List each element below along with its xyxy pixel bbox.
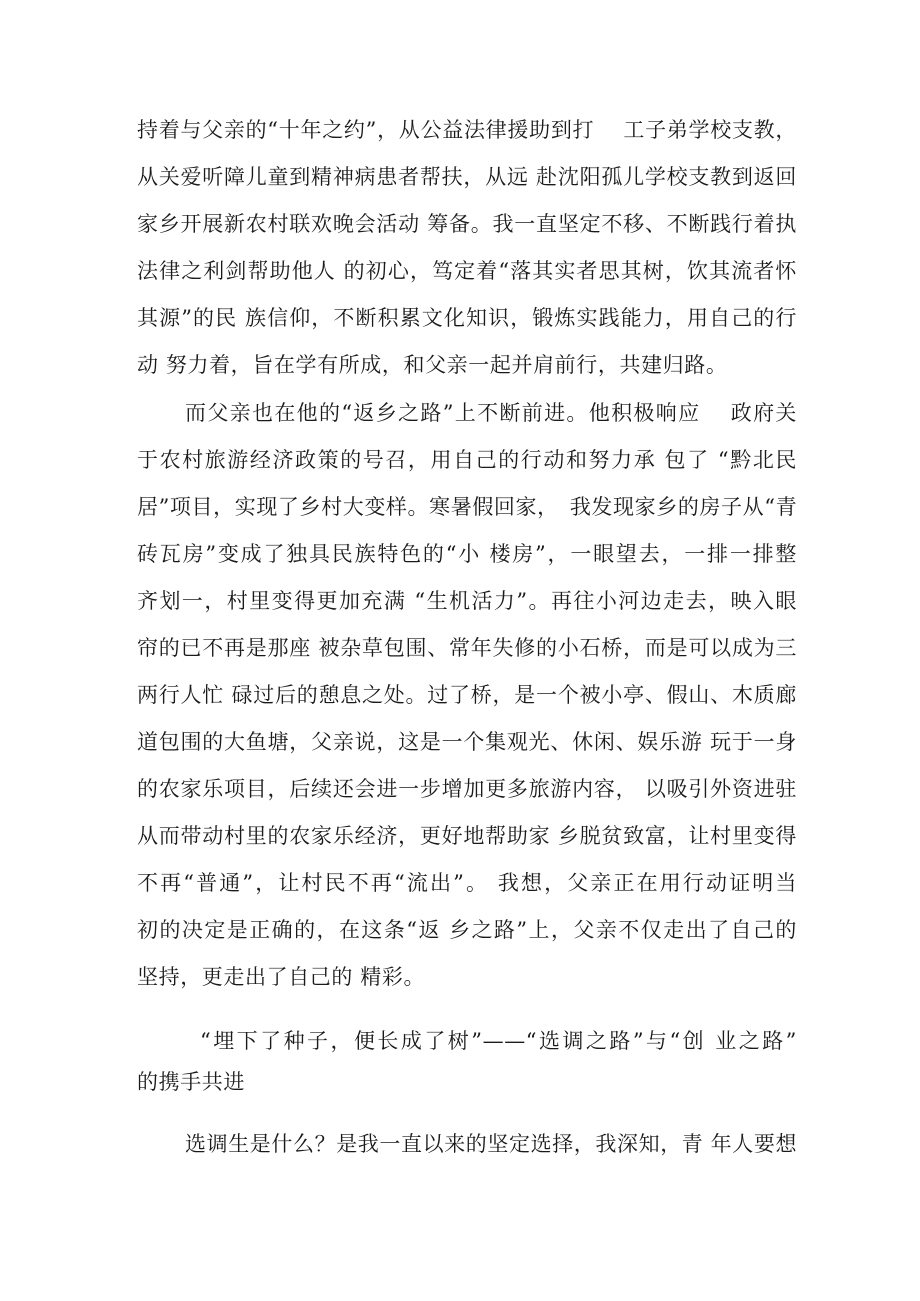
paragraph-line: 从关爱听障儿童到精神病患者帮扶，从远 赴沈阳孤儿学校支教到返回 [137,165,797,189]
paragraph-line: 动 努力着，旨在学有所成，和父亲一起并肩前行，共建归路。 [137,353,728,377]
paragraph-line: 不再“普通”，让村民不再“流出”。 我想，父亲正在用行动证明当 [137,871,797,895]
paragraph-line: 初的决定是正确的，在这条“返 乡之路”上，父亲不仅走出了自己的 [137,918,797,942]
paragraph-line: 齐划一，村里变得更加充满 “生机活力”。再往小河边走去，映入眼 [137,589,797,613]
paragraph-line: 两行人忙 碌过后的憩息之处。过了桥，是一个被小亭、假山、木质廊 [137,683,797,707]
paragraph-line: 家乡开展新农村联欢晚会活动 筹备。我一直坚定不移、不断践行着执 [137,212,797,236]
paragraph-line: 从而带动村里的农家乐经济，更好地帮助家 乡脱贫致富，让村里变得 [137,824,797,848]
paragraph-line: 砖瓦房”变成了独具民族特色的“小 楼房”，一眼望去，一排一排整 [137,542,797,566]
section-heading-line: “埋下了种子，便长成了树”——“选调之路”与“创 业之路” [200,1029,797,1053]
section-heading-line: 的携手共进 [137,1070,245,1094]
paragraph-line: 其源”的民 族信仰，不断积累文化知识，锻炼实践能力，用自己的行 [137,306,797,330]
paragraph-line: 帘的已不再是那座 被杂草包围、常年失修的小石桥，而是可以成为三 [137,636,797,660]
paragraph-line: 道包围的大鱼塘，父亲说，这是一个集观光、休闲、娱乐游 玩于一身 [137,730,797,754]
paragraph-line: 而父亲也在他的“返乡之路”上不断前进。他积极响应 政府关 [185,401,797,425]
paragraph-line: 于农村旅游经济政策的号召，用自己的行动和努力承 包了 “黔北民 [137,448,797,472]
paragraph-line: 坚持，更走出了自己的 精彩。 [137,965,426,989]
paragraph-line: 居”项目，实现了乡村大变样。寒暑假回家， 我发现家乡的房子从“青 [137,495,797,519]
paragraph-line: 法律之利剑帮助他人 的初心，笃定着“落其实者思其树，饮其流者怀 [137,259,797,283]
paragraph-line: 的农家乐项目，后续还会进一步增加更多旅游内容， 以吸引外资进驻 [137,777,797,801]
paragraph-line: 持着与父亲的“十年之约”，从公益法律援助到打 工子弟学校支教， [137,118,797,142]
paragraph-line: 选调生是什么？是我一直以来的坚定选择，我深知，青 年人要想 [185,1132,797,1156]
